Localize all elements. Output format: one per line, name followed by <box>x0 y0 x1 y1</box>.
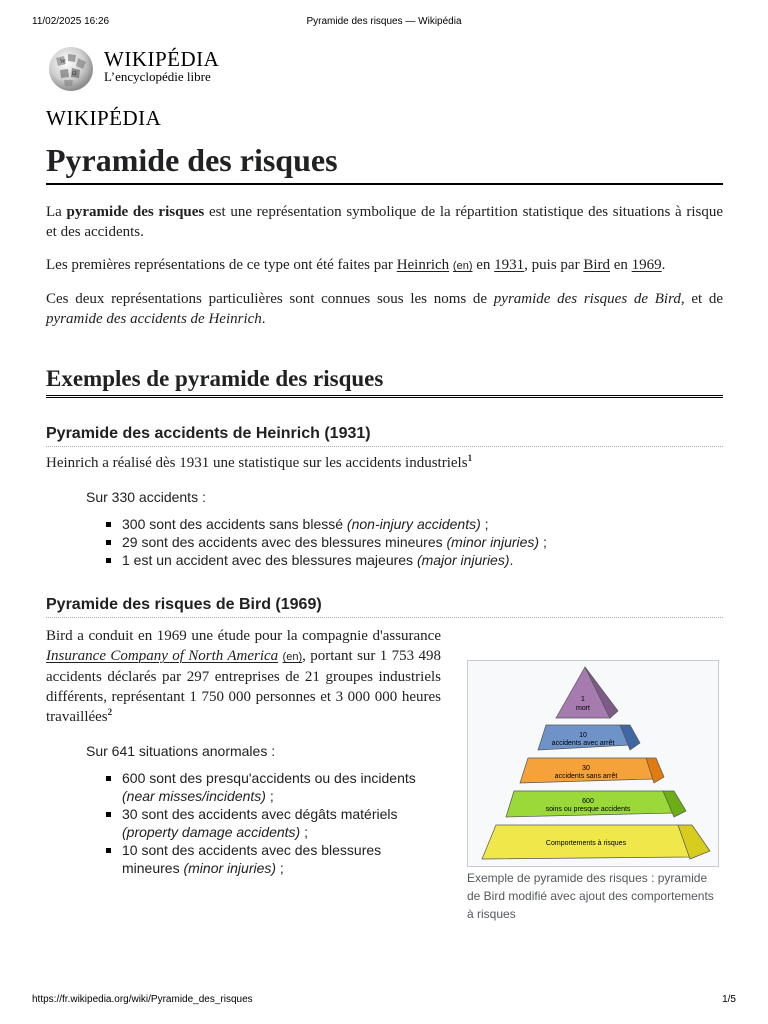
list-item <box>122 841 442 877</box>
section-heading-examples: Exemples de pyramide des risques <box>46 369 723 398</box>
italic-term: (property damage accidents) <box>122 824 301 840</box>
heinrich-list <box>46 515 723 569</box>
bird-list <box>46 769 442 877</box>
svg-text:W: W <box>60 59 66 65</box>
text: , et de <box>680 291 723 307</box>
text: Bird a conduit en 1969 une étude pour la compagnie d'assurance <box>46 628 441 644</box>
text: Ces deux représentations particulières sont connues sous les noms de <box>46 291 494 307</box>
text: ; <box>265 788 274 804</box>
svg-text:Ω: Ω <box>72 71 77 77</box>
intro-paragraph-3 <box>46 289 723 329</box>
text: 600 sont des presqu'accidents ou des incidents <box>122 770 416 786</box>
text: ; <box>276 860 284 876</box>
print-page-number: 1/5 <box>722 994 736 1005</box>
article-content <box>46 140 723 921</box>
wikipedia-tagline: L’encyclopédie libre <box>104 69 211 84</box>
print-url: https://fr.wikipedia.org/wiki/Pyramide_des_risques <box>32 994 253 1005</box>
link-lang-en[interactable]: (en) <box>282 651 303 663</box>
text: en <box>610 257 632 273</box>
list-item <box>122 533 723 551</box>
subsection-heading-bird: Pyramide des risques de Bird (1969) <box>46 595 723 618</box>
text: 30 sont des accidents avec dégâts matériels <box>122 806 398 822</box>
wikipedia-wordmark-secondary: WIKIPÉDIA <box>46 106 162 130</box>
text: ; <box>539 534 547 550</box>
list-item <box>122 551 723 569</box>
pyramid-level-5-label: Comportements à risques <box>545 840 627 847</box>
list-item <box>122 769 442 805</box>
list-item <box>122 515 723 533</box>
pyramid-level-4-number: 600 <box>582 798 594 805</box>
link-heinrich[interactable]: Heinrich <box>396 257 450 273</box>
text: 29 sont des accidents avec des blessures mineures <box>122 534 447 550</box>
text: La <box>46 204 67 220</box>
pyramid-image[interactable] <box>467 660 719 867</box>
page-title: Pyramide des risques <box>46 140 723 185</box>
text: , portant sur 1 753 498 accidents déclarés par 297 entreprises de 21 groupes industriels différents, représentant 1 750 000 personnes et 3 000 000 heures travaillées <box>46 648 442 725</box>
list-item <box>122 805 442 841</box>
print-header <box>0 10 768 30</box>
pyramid-level-3-number: 30 <box>582 765 590 772</box>
italic-term: pyramide des accidents de Heinrich <box>46 311 262 327</box>
link-1931[interactable]: 1931 <box>494 257 525 273</box>
text: ; <box>300 824 308 840</box>
intro-paragraph-1 <box>46 202 723 242</box>
italic-term: (near misses/incidents) <box>122 788 266 804</box>
subsection-heading-heinrich: Pyramide des accidents de Heinrich (1931) <box>46 424 723 447</box>
pyramid-level-4-label: soins ou presque accidents <box>545 806 631 813</box>
text: 300 sont des accidents sans blessé <box>122 516 347 532</box>
print-page-title: Pyramide des risques — Wikipédia <box>306 16 462 27</box>
italic-term: (non-injury accidents) <box>346 516 481 532</box>
wikipedia-globe-icon <box>46 44 96 94</box>
italic-term: (minor injuries) <box>183 860 277 876</box>
intro-paragraph-2 <box>46 255 723 276</box>
bird-paragraph <box>46 626 441 727</box>
text: . <box>261 311 266 327</box>
heinrich-paragraph <box>46 453 723 473</box>
figure-caption: Exemple de pyramide des risques : pyramide de Bird modifié avec ajout des comportements à risques <box>467 871 714 921</box>
pyramid-level-2-label: accidents avec arrêt <box>551 740 615 747</box>
italic-term: (major injuries) <box>416 552 510 568</box>
text: en <box>472 257 495 273</box>
text: est une représentation symbolique de la répartition statistique des situations à risque et des accidents. <box>46 204 723 240</box>
reference-1[interactable]: 1 <box>467 453 473 463</box>
italic-term: (minor injuries) <box>446 534 540 550</box>
pyramid-figure <box>467 660 719 923</box>
link-lang-en[interactable]: (en) <box>452 260 473 272</box>
heinrich-lead: Sur 330 accidents : <box>86 489 206 505</box>
link-bird[interactable]: Bird <box>583 257 610 273</box>
bird-lead: Sur 641 situations anormales : <box>86 743 276 759</box>
pyramid-level-2-number: 10 <box>579 732 587 739</box>
text: . <box>509 552 514 568</box>
pyramid-illustration <box>468 661 718 866</box>
pyramid-level-1-number: 1 <box>581 696 585 703</box>
pyramid-level-3-label: accidents sans arrêt <box>554 773 618 780</box>
link-insurance-company[interactable]: Insurance Company of North America <box>46 648 279 664</box>
pyramid-level-1-label: mort <box>576 705 590 712</box>
reference-2[interactable]: 2 <box>107 707 113 717</box>
italic-term: pyramide des risques de Bird <box>493 291 681 307</box>
text: 10 sont des accidents avec des blessures mineures <box>122 842 382 876</box>
bold-term: pyramide des risques <box>66 204 205 220</box>
print-datetime: 11/02/2025 16:26 <box>32 16 110 27</box>
text: Heinrich a réalisé dès 1931 une statistique sur les accidents industriels <box>46 455 468 471</box>
text: Les premières représentations de ce type ont été faites par <box>46 257 397 273</box>
text: , puis par <box>524 257 584 273</box>
wikipedia-wordmark: WIKIPÉDIA <box>104 47 220 71</box>
text: ; <box>480 516 489 532</box>
text: . <box>661 257 666 273</box>
link-1969[interactable]: 1969 <box>631 257 662 273</box>
text: 1 est un accident avec des blessures majeures <box>122 552 417 568</box>
